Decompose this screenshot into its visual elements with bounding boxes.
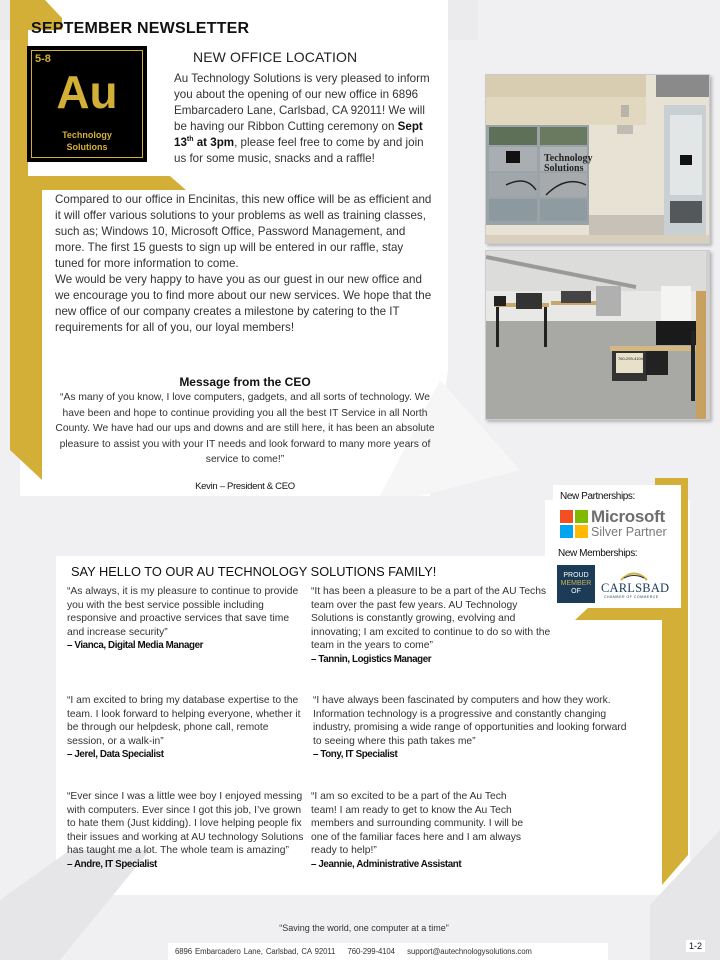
logo-atomic-number: 5-8 <box>35 53 51 65</box>
family-quote <box>313 694 633 762</box>
time-text: at 3pm <box>193 136 235 149</box>
microsoft-tier: Silver Partner <box>591 525 667 539</box>
footer-email[interactable]: support@autechnologysolutions.com <box>407 947 532 956</box>
exterior-sign-line2: Solutions <box>544 163 584 174</box>
logo-name-line1: Technology <box>62 130 112 140</box>
logo-frame <box>31 50 143 158</box>
memberships-label: New Memberships: <box>558 548 638 559</box>
microsoft-windows-icon <box>560 510 588 538</box>
interior-desk-sign: 760-299-4104 <box>618 356 643 361</box>
office-comparison-paragraph: Compared to our office in Encinitas, this new office will be as efficient and it will offer various solutions to your problems as well as training classes, such as; Windows 10, Microsoft Office, Password Management, and more. The first 15 guests to sign up will be entered in our raffle, stay tuned for more information to come. <box>55 193 432 270</box>
newsletter-title: SEPTEMBER NEWSLETTER <box>31 20 250 37</box>
ms-square-red <box>560 510 573 523</box>
carlsbad-name: CARLSBAD <box>601 581 670 595</box>
quote-text: “Ever since I was a little wee boy I enjoyed messing with computers. Ever since I got this job, I’ve grown to hate them (Just kidding). I love helping people fix their issues and working at AU technology Solutions has taught me a lot. The whole team is amazing” <box>67 791 304 856</box>
ceo-signature: Kevin – President & CEO <box>195 481 295 492</box>
quote-text: “As always, it is my pleasure to continue to provide you with the best service possible including responsive and proactive services that save time and increase security” <box>67 586 299 638</box>
family-quote <box>311 790 526 871</box>
quote-signature: – Tannin, Logistics Manager <box>311 653 432 665</box>
family-heading: SAY HELLO TO OUR AU TECHNOLOGY SOLUTIONS FAMILY! <box>71 564 437 579</box>
company-logo <box>27 46 147 162</box>
microsoft-name: Microsoft <box>591 507 665 526</box>
proud-line3: OF <box>571 588 581 595</box>
microsoft-silver-partner-logo <box>560 508 675 542</box>
logo-name <box>32 129 142 153</box>
ms-square-blue <box>560 525 573 538</box>
new-office-details <box>55 192 435 336</box>
family-quote <box>67 585 302 653</box>
intro-text-end: , please feel free to come by and join us for some music, snacks and a raffle! <box>174 136 424 165</box>
intro-text: Au Technology Solutions is very pleased to inform you about the opening of our new office in 6896 Embarcadero Lane, Carlsbad, CA 92011! We will be having our Ribbon Cutting ceremony on <box>174 72 430 133</box>
logo-symbol: Au <box>56 66 118 118</box>
quote-signature: – Jerel, Data Specialist <box>67 749 164 760</box>
date-text: Sept 13 <box>174 120 423 149</box>
proud-line2: MEMBER <box>560 580 592 587</box>
new-office-heading: NEW OFFICE LOCATION <box>193 49 358 65</box>
footer-address: 6896 Embarcadero Lane, Carlsbad, CA 92011 <box>175 947 336 956</box>
quote-signature: – Tony, IT Specialist <box>313 749 398 760</box>
ceo-message-quote: “As many of you know, I love computers, gadgets, and all sorts of technology. We have been and hope to continue providing you all the best IT Service in all North County. We have had our ups and downs and are still here, it has been an absolute pleasure to assist you with your IT needs and look forward to many more years of service to come!” <box>55 392 435 465</box>
quote-text: “I am so excited to be a part of the Au Tech team! I am ready to get to know the Au Tech members and surrounding community. I will be one of the familiar faces here and I am always ready to help!” <box>311 791 524 856</box>
office-exterior-illustration <box>486 75 710 244</box>
office-interior-photo <box>485 250 710 420</box>
quote-signature: – Vianca, Digital Media Manager <box>67 640 204 651</box>
proud-line1: PROUD <box>563 572 589 579</box>
footer-phone[interactable]: 760-299-4104 <box>347 947 395 956</box>
quote-text: “I am excited to bring my database expertise to the team. I look forward to helping everyone, whether it be through our helpdesk, phone call, remote session, or a walk-in” <box>67 695 301 747</box>
ms-square-green <box>575 510 588 523</box>
quote-text: “I have always been fascinated by computers and how they work. Information technology is a progressive and constantly changing industry, promising a wide range of opportunities and looking forward to seeing where this path takes me” <box>313 695 627 747</box>
quote-signature: – Jeannie, Administrative Assistant <box>311 858 462 870</box>
proud-member-badge <box>557 565 595 603</box>
ceo-message-heading: Message from the CEO <box>179 375 311 389</box>
partnerships-label: New Partnerships: <box>560 491 635 502</box>
invitation-paragraph: We would be very happy to have you as our guest in our new office and we encourage you to find more about our new services. We hope that the new office of our company creates a milestone by catering to the IT requirements for all of you, our loyal members! <box>55 273 432 334</box>
family-quote <box>67 790 307 871</box>
contact-footer <box>168 943 608 960</box>
new-office-intro <box>174 71 438 167</box>
ms-square-yellow <box>575 525 588 538</box>
date-suffix: th <box>186 136 194 144</box>
carlsbad-chamber-logo <box>557 565 677 603</box>
office-interior-illustration <box>486 251 710 420</box>
quote-text: “It has been a pleasure to be a part of the AU Techs team over the past few years. AU Technology Solutions is constantly growing, evolving and innovating; I am excited to continue to do so with the team in the years to come” <box>311 586 551 651</box>
family-quote <box>311 585 556 666</box>
quote-signature: – Andre, IT Specialist <box>67 858 157 870</box>
logo-name-line2: Solutions <box>66 142 108 152</box>
company-slogan: “Saving the world, one computer at a time” <box>279 923 449 933</box>
page-number: 1-2 <box>686 940 705 952</box>
carlsbad-subtitle: CHAMBER OF COMMERCE <box>604 595 659 599</box>
exterior-sign-line1: Technology <box>544 153 593 164</box>
carlsbad-sun-icon <box>619 569 649 581</box>
family-quote <box>67 694 307 762</box>
office-exterior-photo <box>485 74 710 244</box>
